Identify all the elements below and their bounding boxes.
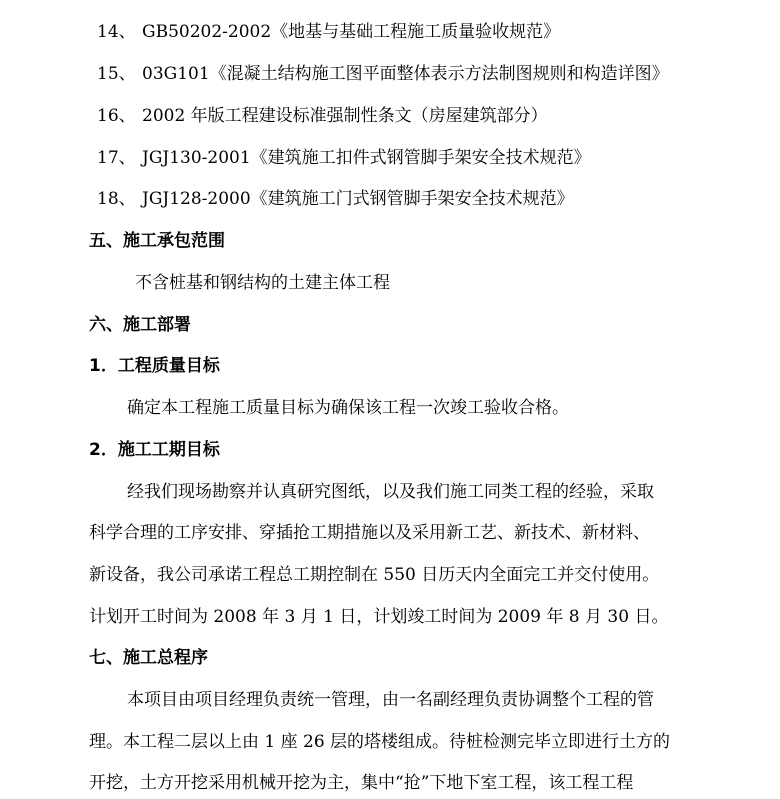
reference-item <box>97 104 548 128</box>
paragraph-line: 开挖，土方开挖采用机械开挖为主，集中“抢”下地下室工程，该工程工程 <box>89 773 634 793</box>
paragraph-line: 新设备，我公司承诺工程总工期控制在 550 日历天内全面完工并交付使用。 <box>89 565 660 585</box>
reference-text: 03G101《混凝土结构施工图平面整体表示方法制图规则和构造详图》 <box>142 64 669 84</box>
reference-item <box>97 187 574 211</box>
section-heading: 七、施工总程序 <box>89 648 208 668</box>
section-heading: 五、施工承包范围 <box>89 231 225 251</box>
paragraph-line: 不含桩基和钢结构的土建主体工程 <box>135 273 390 293</box>
reference-item <box>97 20 560 44</box>
subsection-heading: 1．工程质量目标 <box>89 356 220 376</box>
reference-number: 15、 <box>97 64 136 84</box>
paragraph-line: 计划开工时间为 2008 年 3 月 1 日，计划竣工时间为 2009 年 8 月 30 日。 <box>89 607 669 627</box>
paragraph-line: 本项目由项目经理负责统一管理，由一名副经理负责协调整个工程的管 <box>127 690 654 710</box>
reference-item <box>97 62 669 86</box>
paragraph-line: 经我们现场勘察并认真研究图纸，以及我们施工同类工程的经验，采取 <box>127 482 654 502</box>
reference-number: 14、 <box>97 22 136 42</box>
reference-item <box>97 146 591 170</box>
reference-text: 2002 年版工程建设标准强制性条文（房屋建筑部分） <box>142 106 548 126</box>
reference-number: 18、 <box>97 189 136 209</box>
reference-number: 16、 <box>97 106 136 126</box>
reference-text: JGJ128-2000《建筑施工门式钢管脚手架安全技术规范》 <box>142 189 574 209</box>
reference-text: GB50202-2002《地基与基础工程施工质量验收规范》 <box>142 22 561 42</box>
reference-number: 17、 <box>97 148 136 168</box>
paragraph-line: 理。本工程二层以上由 1 座 26 层的塔楼组成。待桩检测完毕立即进行土方的 <box>89 732 671 752</box>
paragraph-line: 确定本工程施工质量目标为确保该工程一次竣工验收合格。 <box>127 398 569 418</box>
section-heading: 六、施工部署 <box>89 315 191 335</box>
reference-text: JGJ130-2001《建筑施工扣件式钢管脚手架安全技术规范》 <box>142 148 591 168</box>
subsection-heading: 2．施工工期目标 <box>89 440 220 460</box>
paragraph-line: 科学合理的工序安排、穿插抢工期措施以及采用新工艺、新技术、新材料、 <box>89 523 650 543</box>
